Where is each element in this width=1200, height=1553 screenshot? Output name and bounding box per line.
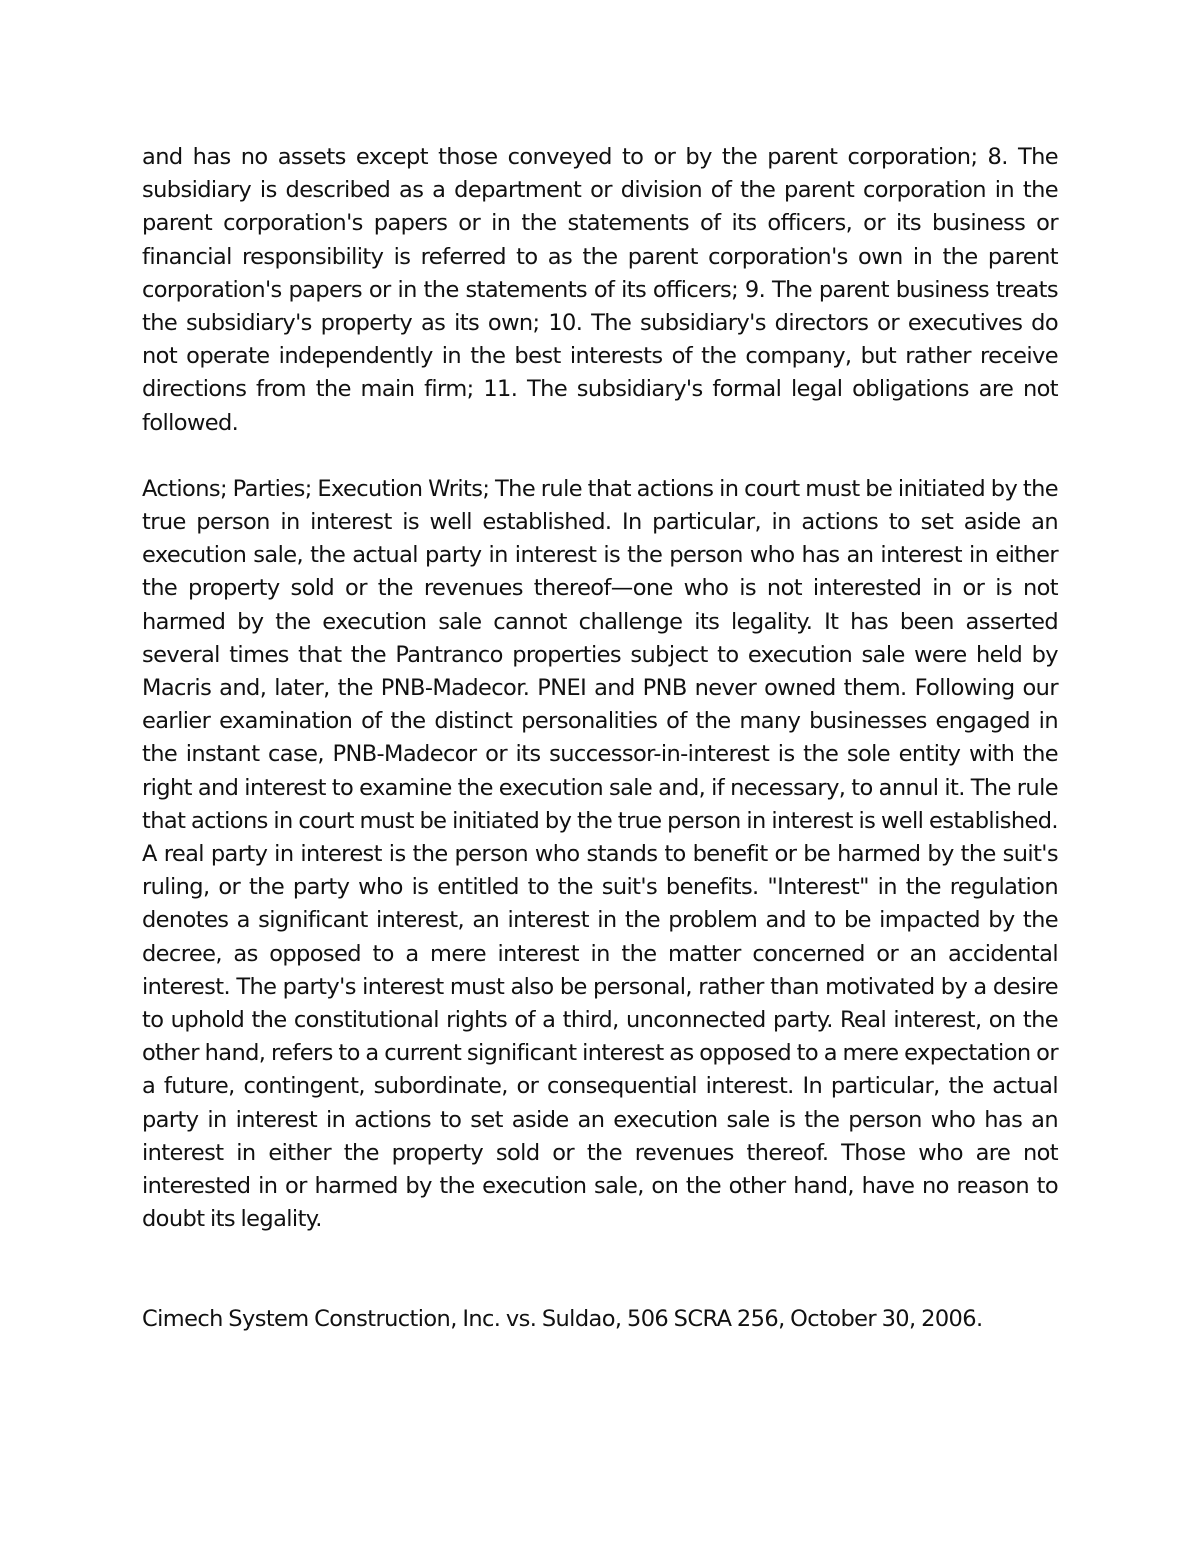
case-citation: Cimech System Construction, Inc. vs. Suldao, 506 SCRA 256, October 30, 2006. [142,1305,983,1332]
document-page [142,141,1058,1336]
paragraph-subsidiary-factors: and has no assets except those conveyed to or by the parent corporation; 8. The subsidiary is described as a department or division of the parent corporation in the parent corporation's papers or in the statements of its officers, or its business or financial responsibility is referred to as the parent corporation's own in the parent corporation's papers or in the statements of its officers; 9. The parent business treats the subsidiary's property as its own; 10. The subsidiary's directors or executives do not operate independently in the best interests of the company, but rather receive directions from the main firm; 11. The subsidiary's formal legal obligations are not followed. [142,144,1058,436]
paragraph-actions-parties: Actions; Parties; Execution Writs; The rule that actions in court must be initiated by the true person in interest is well established. In particular, in actions to set aside an execution sale, the actual party in interest is the person who has an interest in either the property sold or the revenues thereof—one who is not interested in or is not harmed by the execution sale cannot challenge its legality. It has been asserted several times that the Pantranco properties subject to execution sale were held by Macris and, later, the PNB-Madecor. PNEI and PNB never owned them. Following our earlier examination of the distinct personalities of the many businesses engaged in the instant case, PNB-Madecor or its successor-in-interest is the sole entity with the right and interest to examine the execution sale and, if necessary, to annul it. The rule that actions in court must be initiated by the true person in interest is well established. A real party in interest is the person who stands to benefit or be harmed by the suit's ruling, or the party who is entitled to the suit's benefits. "Interest" in the regulation denotes a significant interest, an interest in the problem and to be impacted by the decree, as opposed to a mere interest in the matter concerned or an accidental interest. The party's interest must also be personal, rather than motivated by a desire to uphold the constitutional rights of a third, unconnected party. Real interest, on the other hand, refers to a current significant interest as opposed to a mere expectation or a future, contingent, subordinate, or consequential interest. In particular, the actual party in interest in actions to set aside an execution sale is the person who has an interest in either the property sold or the revenues thereof. Those who are not interested in or harmed by the execution sale, on the other hand, have no reason to doubt its legality. [142,475,1058,1233]
